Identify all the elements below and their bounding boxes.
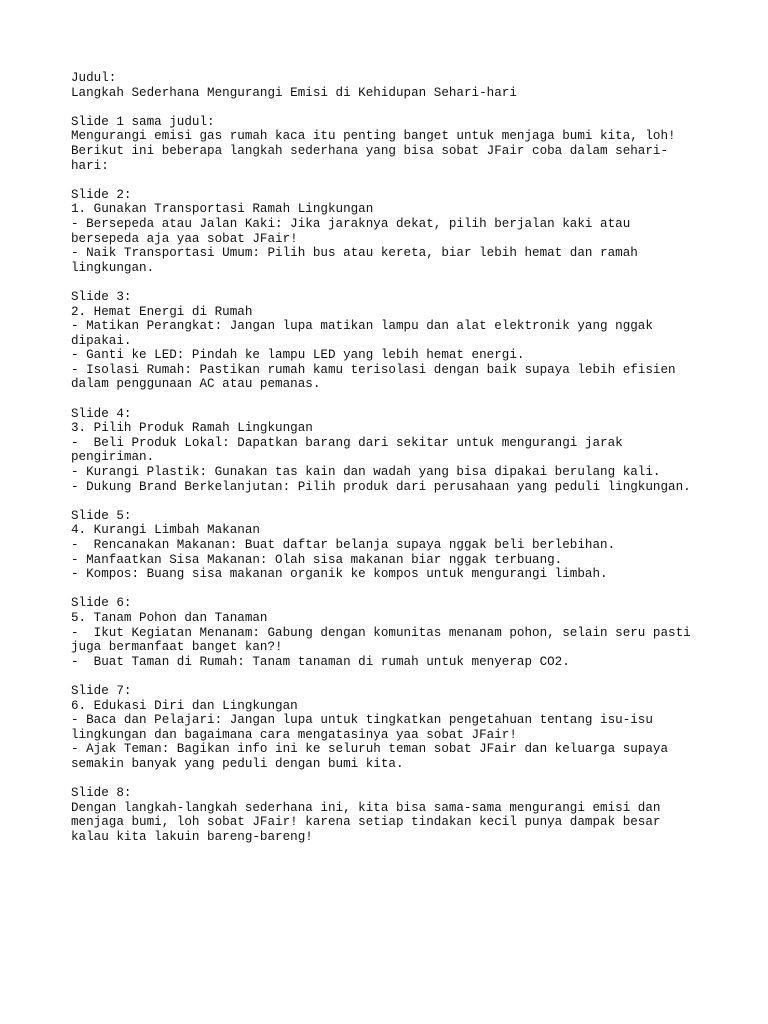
slide-7-line: - Ajak Teman: Bagikan info ini ke seluruh teman sobat JFair dan keluarga supaya (71, 742, 669, 757)
blank-line (71, 494, 691, 509)
document-title: Langkah Sederhana Mengurangi Emisi di Kehidupan Sehari-hari (71, 85, 517, 100)
blank-line (71, 582, 691, 597)
slide-5-line: 4. Kurangi Limbah Makanan (71, 523, 260, 538)
slide-8-heading: Slide 8: (71, 786, 132, 801)
slide-2-line: - Naik Transportasi Umum: Pilih bus atau kereta, biar lebih hemat dan ramah (71, 246, 638, 261)
slide-3-line: - Isolasi Rumah: Pastikan rumah kamu terisolasi dengan baik supaya lebih efisien (71, 362, 676, 377)
slide-6-section (71, 596, 691, 669)
slide-8-line: Dengan langkah-langkah sederhana ini, kita bisa sama-sama mengurangi emisi dan (71, 800, 661, 815)
slide-5-heading: Slide 5: (71, 508, 132, 523)
slide-1-line: Berikut ini beberapa langkah sederhana yang bisa sobat JFair coba dalam sehari- (71, 143, 669, 158)
blank-line (71, 275, 691, 290)
slide-6-line: - Buat Taman di Rumah: Tanam tanaman di rumah untuk menyerap CO2. (71, 654, 570, 669)
slide-7-line: semakin banyak yang peduli dengan bumi kita. (71, 756, 404, 771)
blank-line (71, 100, 691, 115)
slide-7-line: lingkungan dan bagaimana cara mengatasinya yaa sobat JFair! (71, 727, 517, 742)
document-page (71, 71, 691, 844)
slide-1-line: hari: (71, 158, 109, 173)
slide-5-line: - Kompos: Buang sisa makanan organik ke kompos untuk mengurangi limbah. (71, 567, 608, 582)
title-heading: Judul: (71, 71, 117, 85)
blank-line (71, 669, 691, 684)
slide-3-line: - Matikan Perangkat: Jangan lupa matikan lampu dan alat elektronik yang nggak (71, 319, 653, 334)
slide-2-line: bersepeda aja yaa sobat JFair! (71, 231, 298, 246)
slide-6-line: 5. Tanam Pohon dan Tanaman (71, 610, 268, 625)
slide-3-line: dipakai. (71, 333, 132, 348)
slide-4-line: - Kurangi Plastik: Gunakan tas kain dan wadah yang bisa dipakai berulang kali. (71, 465, 661, 480)
slide-5-section (71, 509, 691, 582)
slide-4-section (71, 407, 691, 495)
slide-2-line: 1. Gunakan Transportasi Ramah Lingkungan (71, 202, 374, 217)
slide-1-heading: Slide 1 sama judul: (71, 114, 215, 129)
slide-2-section (71, 188, 691, 276)
slide-4-line: pengiriman. (71, 450, 155, 465)
slide-3-section (71, 290, 691, 392)
slide-3-line: 2. Hemat Energi di Rumah (71, 304, 253, 319)
slide-2-line: lingkungan. (71, 260, 155, 275)
blank-line (71, 772, 691, 787)
slide-4-heading: Slide 4: (71, 406, 132, 421)
slide-7-heading: Slide 7: (71, 683, 132, 698)
slide-1-section (71, 115, 691, 173)
slide-7-line: - Baca dan Pelajari: Jangan lupa untuk tingkatkan pengetahuan tentang isu-isu (71, 713, 653, 728)
slide-4-line: - Dukung Brand Berkelanjutan: Pilih produk dari perusahaan yang peduli lingkungan. (71, 479, 691, 494)
slide-5-line: - Rencanakan Makanan: Buat daftar belanja supaya nggak beli berlebihan. (71, 538, 616, 552)
slide-7-line: 6. Edukasi Diri dan Lingkungan (71, 698, 298, 713)
slide-7-section (71, 684, 691, 772)
blank-line (71, 392, 691, 407)
slide-6-line: juga bermanfaat banget kan?! (71, 640, 283, 655)
slide-8-section (71, 786, 691, 844)
slide-2-line: - Bersepeda atau Jalan Kaki: Jika jaraknya dekat, pilih berjalan kaki atau (71, 216, 631, 231)
slide-6-heading: Slide 6: (71, 596, 132, 611)
slide-8-line: kalau kita lakuin bareng-bareng! (71, 829, 313, 844)
slide-1-line: Mengurangi emisi gas rumah kaca itu penting banget untuk menjaga bumi kita, loh! (71, 129, 676, 144)
slide-4-line: 3. Pilih Produk Ramah Lingkungan (71, 421, 313, 436)
slide-4-line: - Beli Produk Lokal: Dapatkan barang dari sekitar untuk mengurangi jarak (71, 435, 623, 450)
slide-3-heading: Slide 3: (71, 289, 132, 304)
blank-line (71, 173, 691, 188)
slide-3-line: - Ganti ke LED: Pindah ke lampu LED yang lebih hemat energi. (71, 348, 525, 363)
slide-8-line: menjaga bumi, loh sobat JFair! karena setiap tindakan kecil punya dampak besar (71, 815, 661, 830)
slide-6-line: - Ikut Kegiatan Menanam: Gabung dengan komunitas menanam pohon, selain seru pasti (71, 625, 691, 640)
slide-3-line: dalam penggunaan AC atau pemanas. (71, 377, 321, 392)
slide-2-heading: Slide 2: (71, 187, 132, 202)
slide-5-line: - Manfaatkan Sisa Makanan: Olah sisa makanan biar nggak terbuang. (71, 552, 563, 567)
